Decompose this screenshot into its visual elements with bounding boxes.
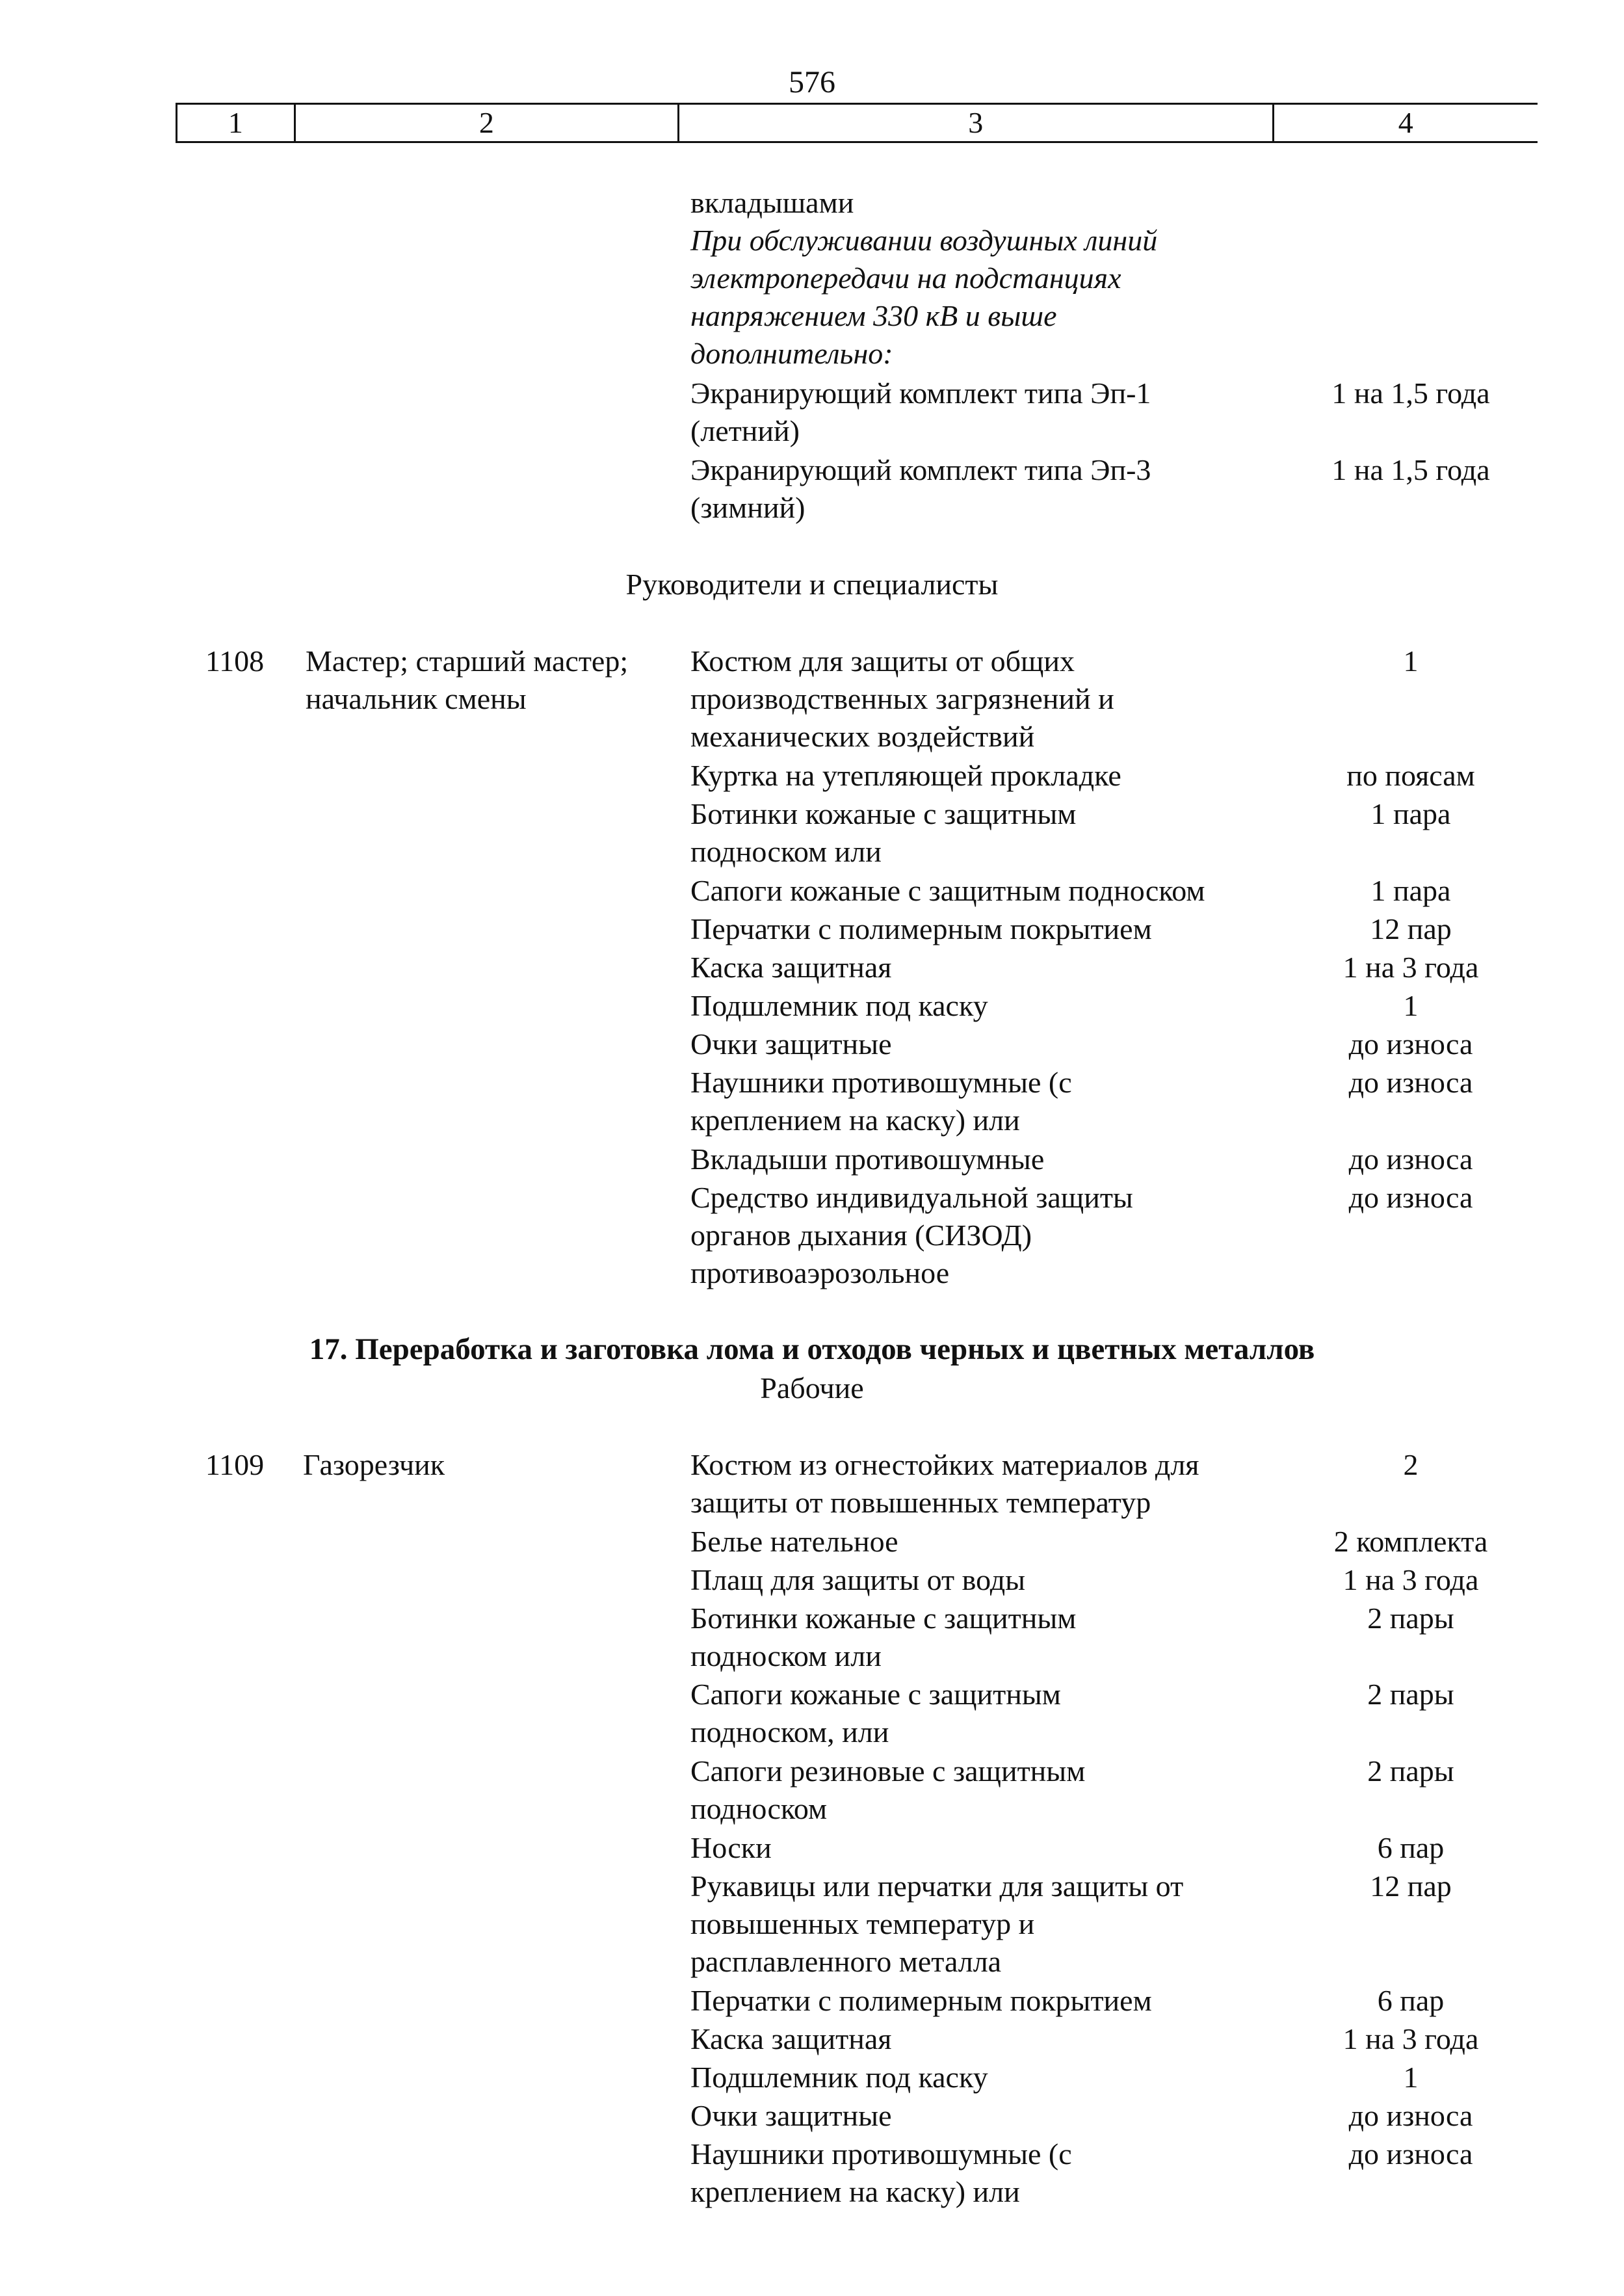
item-name-line: производственных загрязнений и xyxy=(690,682,1114,715)
item-name-line: Костюм для защиты от общих xyxy=(690,644,1075,678)
item-name-line: Сапоги резиновые с защитным xyxy=(690,1754,1086,1788)
page-number: 576 xyxy=(789,65,835,99)
item-name-line: Каска защитная xyxy=(690,2022,892,2055)
item-name-line: вкладышами xyxy=(690,186,854,219)
item-norm: 1 xyxy=(1403,989,1419,1022)
item-norm: 2 пары xyxy=(1367,1602,1454,1635)
item-name-line: креплением на каску) или xyxy=(690,2175,1020,2208)
item-name-line: Носки xyxy=(690,1831,772,1864)
item-norm: 6 пар xyxy=(1377,1831,1445,1864)
item-name-line: Очки защитные xyxy=(690,2099,892,2132)
item-name-line: подноском или xyxy=(690,1639,882,1672)
profession-line: Газорезчик xyxy=(303,1448,445,1481)
item-norm: 1 на 1,5 года xyxy=(1331,376,1490,410)
item-norm: до износа xyxy=(1348,1142,1473,1176)
item-name-line: Ботинки кожаные с защитным xyxy=(690,1602,1077,1635)
item-name-line: Сапоги кожаные с защитным подноском xyxy=(690,874,1205,907)
item-norm: до износа xyxy=(1348,1181,1473,1214)
item-name-line: механических воздействий xyxy=(690,720,1035,753)
item-norm: до износа xyxy=(1348,1066,1473,1099)
item-norm: 1 пара xyxy=(1370,874,1451,907)
item-name-line: Костюм из огнестойких материалов для xyxy=(690,1448,1199,1481)
profession-line: начальник смены xyxy=(306,682,527,715)
item-name-line: Каска защитная xyxy=(690,951,892,984)
item-name-line: Экранирующий комплект типа Эп-1 xyxy=(690,376,1151,410)
item-name-line: Плащ для защиты от воды xyxy=(690,1563,1026,1596)
item-name-line: Наушники противошумные (с xyxy=(690,1066,1072,1099)
profession-line: Мастер; старший мастер; xyxy=(306,644,629,678)
item-name-line: расплавленного металла xyxy=(690,1945,1002,1978)
header-col-3: 3 xyxy=(679,105,1274,141)
item-name-line: Средство индивидуальной защиты xyxy=(690,1181,1133,1214)
item-name-line: Перчатки с полимерным покрытием xyxy=(690,912,1152,945)
item-norm: 1 на 3 года xyxy=(1342,951,1479,984)
item-name-line: Рукавицы или перчатки для защиты от xyxy=(690,1869,1184,1903)
subsection-heading: Руководители и специалисты xyxy=(625,568,999,601)
item-name-line: Ботинки кожаные с защитным xyxy=(690,797,1077,830)
item-name-line: органов дыхания (СИЗОД) xyxy=(690,1219,1032,1252)
item-norm: 1 xyxy=(1403,644,1419,678)
item-name-line: защиты от повышенных температур xyxy=(690,1486,1151,1519)
item-name-line: подноском, или xyxy=(690,1715,889,1748)
item-norm: до износа xyxy=(1348,2137,1473,2171)
item-name-line: Вкладыши противошумные xyxy=(690,1142,1045,1176)
item-norm: до износа xyxy=(1348,1027,1473,1061)
note-line: дополнительно: xyxy=(690,337,893,370)
section-subtitle: Рабочие xyxy=(760,1371,864,1405)
item-norm: 1 пара xyxy=(1370,797,1451,830)
item-name-line: Подшлемник под каску xyxy=(690,2061,988,2094)
item-norm: 1 xyxy=(1403,2061,1419,2094)
item-norm: 12 пар xyxy=(1370,1869,1452,1903)
item-name-line: креплением на каску) или xyxy=(690,1103,1020,1137)
item-norm: до износа xyxy=(1348,2099,1473,2132)
item-norm: 2 пары xyxy=(1367,1678,1454,1711)
item-name-line: повышенных температур и xyxy=(690,1907,1035,1940)
item-name-line: Куртка на утепляющей прокладке xyxy=(690,759,1121,792)
item-name-line: (зимний) xyxy=(690,491,805,524)
note-line: напряжением 330 кВ и выше xyxy=(690,299,1057,332)
note-line: При обслуживании воздушных линий xyxy=(690,224,1158,257)
item-name-line: Подшлемник под каску xyxy=(690,989,988,1022)
item-norm: 2 комплекта xyxy=(1333,1525,1488,1558)
header-col-1: 1 xyxy=(177,105,296,141)
item-norm: 2 пары xyxy=(1367,1754,1454,1788)
item-name-line: Сапоги кожаные с защитным xyxy=(690,1678,1061,1711)
header-col-2: 2 xyxy=(296,105,679,141)
header-col-4: 4 xyxy=(1398,106,1413,139)
item-norm: 6 пар xyxy=(1377,1984,1445,2017)
item-name-line: Наушники противошумные (с xyxy=(690,2137,1072,2171)
column-header-row xyxy=(176,103,1538,143)
item-name-line: Очки защитные xyxy=(690,1027,892,1061)
entry-number: 1108 xyxy=(205,644,265,678)
item-name-line: Экранирующий комплект типа Эп-3 xyxy=(690,453,1151,486)
item-name-line: подноском xyxy=(690,1792,828,1825)
item-norm: 1 на 3 года xyxy=(1342,2022,1479,2055)
item-norm: 1 на 1,5 года xyxy=(1331,453,1490,486)
item-name-line: Белье нательное xyxy=(690,1525,898,1558)
note-line: электропередачи на подстанциях xyxy=(690,261,1121,295)
entry-number: 1109 xyxy=(205,1448,265,1481)
section-title: 17. Переработка и заготовка лома и отходов черных и цветных металлов xyxy=(309,1332,1315,1366)
item-name-line: (летний) xyxy=(690,414,800,447)
item-name-line: Перчатки с полимерным покрытием xyxy=(690,1984,1152,2017)
item-norm: 1 на 3 года xyxy=(1342,1563,1479,1596)
item-name-line: противоаэрозольное xyxy=(690,1256,950,1289)
item-name-line: подноском или xyxy=(690,835,882,868)
item-norm: 12 пар xyxy=(1370,912,1452,945)
item-norm: 2 xyxy=(1403,1448,1419,1481)
item-norm: по поясам xyxy=(1346,759,1475,792)
